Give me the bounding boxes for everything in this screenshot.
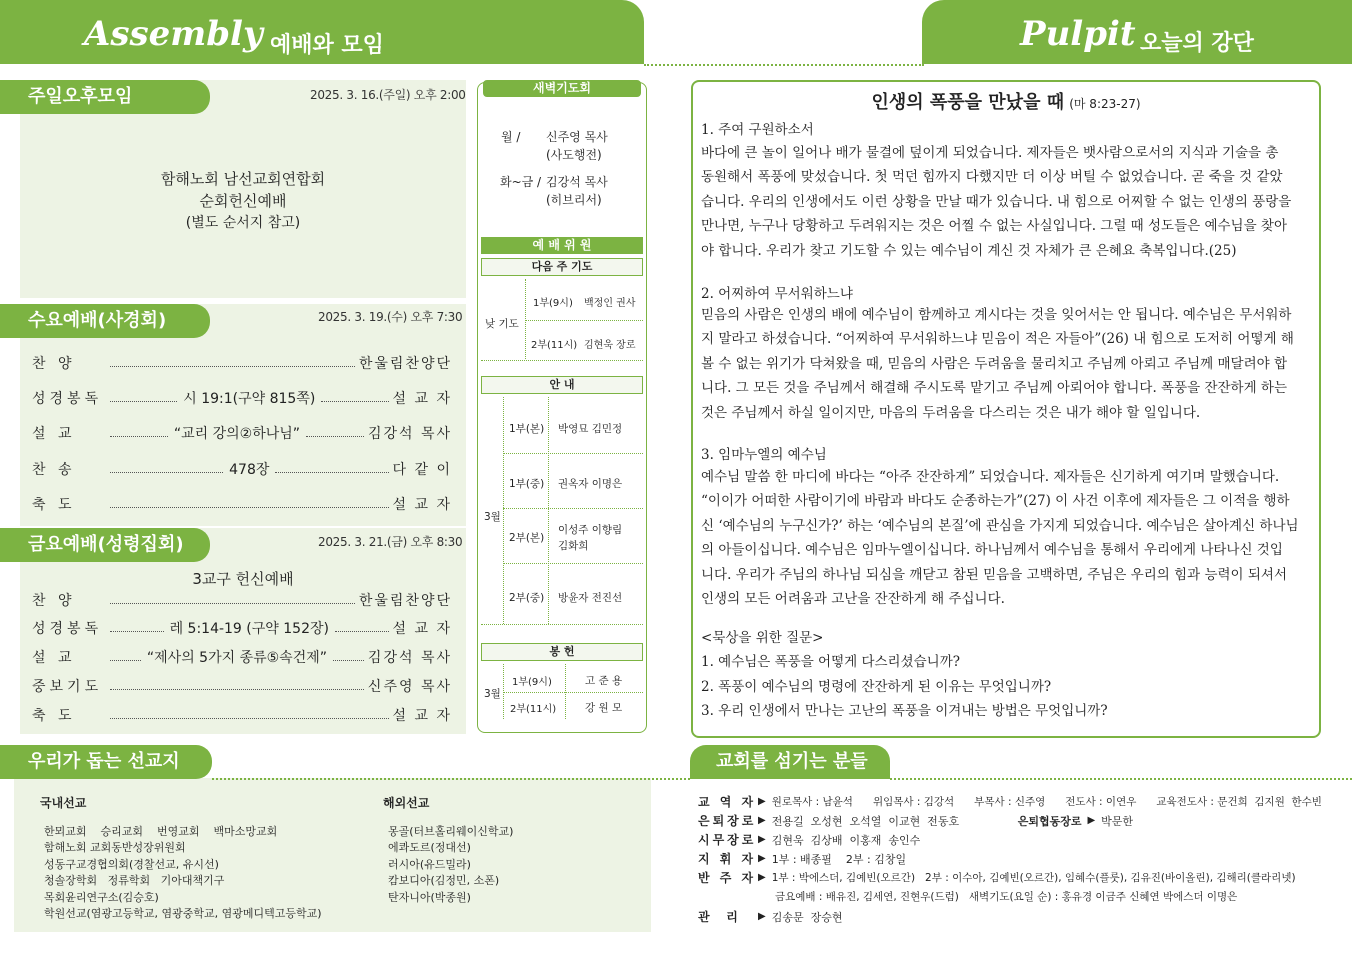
prayer-name-1: 백정인 권사 [584,298,636,309]
fri-row-1: 성경봉독 레 5:14-19 (구약 152장) 설 교 자 [32,621,453,637]
sermon-title-line [691,88,1321,114]
guide-row-1 [503,453,643,454]
triangle-right-icon: ▶ [758,872,766,883]
dawn-prayer-title: 새벽기도회 [483,80,641,97]
staff-row-6: 관 리 ▶ 김송문 장승현 [698,910,843,924]
prayer-label: 낮 기도 [485,318,519,330]
right-header [922,0,1352,64]
guide-name-3b: 김화희 [558,540,589,552]
wed-row-2: 설 교 “교리 강의②하나님” 김강석 목사 [32,426,453,442]
right-header-title: 오늘의 강단 [1140,31,1254,56]
staff-row-5: 금요예배 : 배유진, 김세연, 진현우(드럼) 새벽기도(요일 순) : 홍유경 이금주 신혜연 박에스더 이명은 [775,891,1238,903]
wednesday-tab: 수요예배(사경회) [0,304,210,338]
sunday-line1: 함해노회 남선교회연합회 [160,170,326,188]
offering-title: 봉 헌 [481,643,643,661]
dawn-mon-name: 신주영 목사 [546,130,608,144]
prayer-part-1: 1부(9시) [533,298,573,309]
fri-row-2: 설 교 “제사의 5가지 종류⑤속건제” 김강석 목사 [32,650,452,666]
prayer-row-divider [525,320,643,321]
missions-dotted-line [212,778,690,780]
triangle-right-icon: ▶ [758,815,766,826]
guide-bottom [481,624,643,625]
triangle-right-icon: ▶ [758,796,766,807]
friday-subtitle: 3교구 헌신예배 [192,570,294,588]
sunday-line2: 순회헌신예배 [199,192,287,210]
dawn-mon-label: 월 / [501,130,521,144]
guide-part-3: 2부(본) [509,532,545,544]
missions-tab: 우리가 돕는 선교지 [0,745,212,779]
sermon-heading-1: 1. 주여 구원하소서 [701,122,814,138]
left-header-title: 예배와 모임 [270,33,384,58]
guide-title: 안 내 [481,376,643,394]
guide-row-3 [503,563,643,564]
guide-name-4: 방윤자 전진선 [558,592,623,604]
guide-part-1: 1부(본) [509,423,545,435]
dawn-tue-label: 화~금 / [500,175,542,189]
offering-part-1: 1부(9시) [512,677,552,688]
sunday-tab: 주일오후모임 [0,80,210,114]
sermon-heading-3: 3. 임마누엘의 예수님 [701,447,827,463]
wed-row-4: 축 도 설 교 자 [32,497,452,513]
prayer-bottom [481,360,643,361]
fri-row-0: 찬 양 한울림찬양단 [32,593,452,609]
staff-row-4: 반 주 자 ▶ 1부 : 박에스더, 김예빈(오르간) 2부 : 이수아, 김예빈(오르간), 임혜수(플룻), 김유진(바이올린), 김해리(클라리넷) [698,871,1296,885]
domestic-title: 국내선교 [40,796,87,810]
sermon-title: 인생의 폭풍을 만났을 때 [871,92,1065,113]
offering-row-divider [503,692,643,693]
guide-part-4: 2부(중) [509,592,545,604]
fri-row-3: 중보기도 신주영 목사 [32,679,452,695]
overseas-title: 해외선교 [383,796,430,810]
prayer-divider [525,279,526,359]
triangle-right-icon: ▶ [1087,815,1096,826]
sunday-line3: (별도 순서지 참고) [185,215,301,231]
meditation-questions: <묵상을 위한 질문> 1. 예수님은 폭풍을 어떻게 다스리셨습니까? 2. 폭풍이 예수님의 명령에 잔잔하게 된 이유는 무엇입니까? 3. 우리 인생에서 만나는 고난의 폭풍을 이겨내는 방법은 무엇입니까? [701,626,1311,724]
guide-divider-1 [503,397,504,624]
committee-title: 예 배 위 원 [481,237,643,254]
guide-row-2 [503,508,643,509]
wed-row-0: 찬 양 한울림찬양단 [32,356,452,372]
fri-row-4: 축 도 설 교 자 [32,708,452,724]
offering-name-1: 고 준 용 [585,675,623,687]
sermon-paragraph-2: 믿음의 사람은 인생의 배에 예수님이 함께하고 계시다는 것을 잊어서는 안 됩니다. 예수님은 무서워하 지 말라고 하셨습니다. “어찌하여 무서워하느냐 믿음이 적은 자들아”(26) 내 힘으로 도저히 어떻게 해 볼 수 없는 위기가 닥쳐왔을 때, 믿음의 사람은 두려움을 물리치고 주님께 아뢰고 주님께 매달려야 합 니다. 그 모든 것을 주님께서 해결해 주시도록 맡기고 주님께 아뢰어야 합니다. 폭풍을 잔잔하게 하는 것은 주님께서 하실 일이지만, 마음의 두려움을 다스리는 것은 내가 해야 할 일입니다. [701,307,1294,421]
staff-row-3: 지 휘 자 ▶ 1부 : 배종필 2부 : 김창일 [698,852,907,866]
sermon-paragraph-1: 바다에 큰 놀이 일어나 배가 물결에 덮이게 되었습니다. 제자들은 뱃사람으로서의 지식과 기술을 총 동원해서 폭풍에 맞섰습니다. 첫 먹던 힘까지 다했지만 더 이상 버틸 수 없었습니다. 곧 죽을 것 같았 습니다. 우리의 인생에서도 이런 상황을 만날 때가 있습니다. 내 힘으로 어찌할 수 없는 인생의 풍랑을 만나면, 누구나 당황하고 두려워지는 것은 어찔 수 없는 사실입니다. 그럴 때 성도들은 예수님을 찾아 야 합니다. 우리가 찾고 기도할 수 있는 예수님이 계신 것 자체가 큰 은혜요 축복입니다.(25) [701,145,1292,259]
triangle-right-icon: ▶ [758,911,766,922]
dawn-tue-name: 김강석 목사 [546,175,608,189]
wed-row-3: 찬 송 478장 다 같 이 [32,462,453,478]
staff-tab: 교회를 섬기는 분들 [690,745,890,779]
dawn-tue-book: (히브리서) [546,193,602,207]
prayer-title: 다음 주 기도 [481,258,643,276]
sermon-ref: (마 8:23-27) [1069,97,1141,111]
triangle-right-icon: ▶ [758,834,766,845]
prayer-part-2: 2부(11시) [531,340,578,351]
guide-name-2: 권옥자 이명은 [558,478,623,490]
domestic-list: 한뫼교회 승리교회 번영교회 백마소망교회 함해노회 교회동반성장위원회 성동구교경협의회(경찰선교, 유시선) 청솔장학회 정류학회 기아대책기구 목회윤리연구소(김승호) 학원선교(염광고등학교, 염광중학교, 염광메디텍고등학교) [44,825,322,921]
guide-month: 3월 [484,511,501,523]
sermon-paragraph-3: 예수님 말씀 한 마디에 바다는 “아주 잔잔하게” 되었습니다. 제자들은 신기하게 여기며 말했습니다. “이이가 어떠한 사람이기에 바람과 바다도 순종하는가”(27) 이 사건 이후에 제자들은 그 이적을 행하 신 ‘예수님의 누구신가?’ 하는 ‘예수님의 본질’에 관심을 가지게 되었습니다. 예수님은 살아계신 하나님 의 아들이십니다. 예수님은 임마누엘이십니다. 하나님께서 예수님을 통해서 우리에게 나타나신 것입 니다. 우리가 주님의 하나님 되심을 깨닫고 참된 믿음을 고백하면, 주님은 우리의 힘과 능력이 되셔서 인생의 모든 어려움과 고난을 잔잔하게 해 주십니다. [701,469,1299,608]
dawn-mon-book: (사도행전) [546,148,602,162]
overseas-list: 몽골(터브홀리웨이신학교) 에콰도르(정대선) 러시아(유드밀라) 캄보디아(김정민, 소폰) 탄자니아(박종원) [388,825,514,904]
friday-date: 2025. 3. 21.(금) 오후 8:30 [318,535,463,549]
staff-row-2: 시무장로 ▶ 김현욱 김상배 이홍재 송인수 [698,833,921,847]
wed-row-1: 성경봉독 시 19:1(구약 815쪽) 설 교 자 [32,391,453,407]
friday-tab: 금요예배(성령집회) [0,528,210,562]
sermon-heading-2: 2. 어찌하여 무서워하느냐 [701,286,853,302]
sunday-date: 2025. 3. 16.(주일) 오후 2:00 [310,88,466,102]
guide-name-1: 박영묘 김민정 [558,423,623,435]
wednesday-date: 2025. 3. 19.(수) 오후 7:30 [318,310,463,324]
guide-divider-2 [548,397,549,624]
staff-row-1: 은퇴장로 ▶ 전용길 오성현 오석열 이교현 전동호 은퇴협동장로 ▶ 박문한 [698,814,1134,828]
header-dotted-line [644,64,924,66]
triangle-right-icon: ▶ [758,853,766,864]
pulpit-script-title: Pulpit [1020,14,1136,54]
assembly-script-title: Assembly [84,14,263,54]
guide-part-2: 1부(중) [509,478,545,490]
prayer-name-2: 김현욱 장로 [584,340,636,351]
offering-month: 3월 [484,688,501,700]
offering-name-2: 강 원 모 [585,702,623,714]
meditation-title: <묵상을 위한 질문> [701,630,824,646]
offering-part-2: 2부(11시) [510,704,557,715]
staff-row-0: 교 역 자 ▶ 원로목사 : 남윤석 위임목사 : 김강석 부목사 : 신주영 전도사 : 이연우 교육전도사 : 문건희 김지원 한수빈 [698,795,1322,809]
guide-name-3: 이성주 이향림 [558,524,623,536]
staff-dotted-line [890,778,1352,780]
